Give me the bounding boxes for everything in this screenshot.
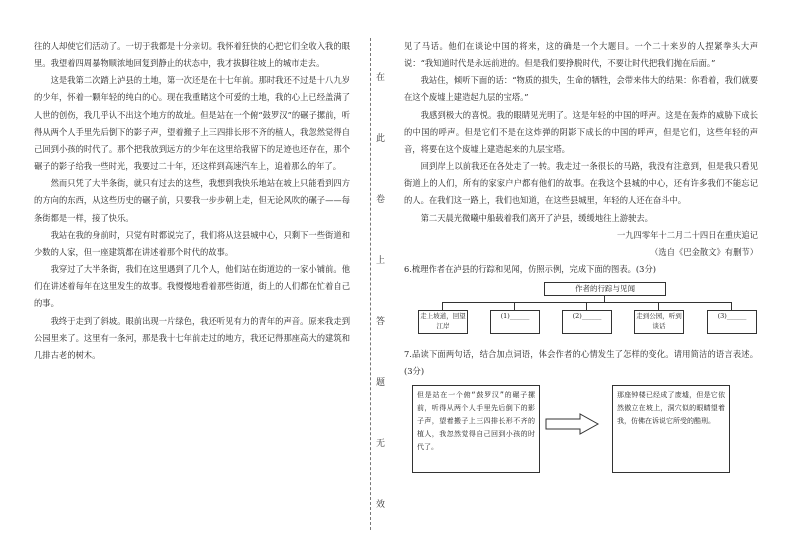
comparison-figure: [404, 385, 758, 477]
quote-box-1: 但是站在一个俯“鼓罗汉”的碾子摞前，听得从两个人手里先后倒下的影子声，望着搬子上三四排长形不齐的植人，我忽然觉得自己回到小孩的时代了。: [412, 385, 540, 473]
seal-char: 在: [376, 73, 386, 83]
itinerary-diagram: [404, 282, 758, 340]
binding-dashed-line: [370, 38, 371, 530]
left-paragraph-5: 我穿过了大半条街，我们在这里遇到了几个人，他们站在街道边的一家小铺前。他们在讲述着每年在这里发生的故事。我慢慢地看着那些街道，街上的人们都在忙着自己的事。: [34, 264, 350, 309]
diagram-connector: [658, 302, 659, 310]
left-paragraph-3: 然而只凭了大半条街，就只有过去的这些，我想到我快乐地站在坡上只能看到四方的方向的东西，从这些历史的碾子前，只要我一步步朝上走，但无论风吹的碾子——每条街都是一样，接了快乐。: [34, 178, 350, 223]
diagram-blank-box[interactable]: (1)______: [490, 310, 540, 334]
right-paragraph-3: 我感到极大的喜悦。我的眼睛见光明了。这是年轻的中国的呼声。这是在轰炸的威胁下成长的中国的呼声。但是它们不是在这炸弹的阴影下成长的中国的呼声，但是它们，这些年轻的声音，将要在这个废墟上建造起来的九层宝塔。: [404, 109, 758, 154]
left-paragraph-2: 这是我第二次踏上泸县的土地，第一次还是在十七年前。那时我还不过是十八九岁的少年，怀着一颗年轻的纯白的心。现在我重睹这个可爱的土地，我的心上已经盖满了人世的创伤，我几乎认不出这个地方的故址。但是站在一个俯“鼓罗汉”的碾子摞前，听得从两个人手里先后倒下的影子声，望着搬子上三四排长形不齐的植人，我忽然觉得自己回到小孩的时代了。那个把我放到远方的少年在这里给我留下的足迹也还存在，那个碾子的影子给我一些时光，我要过二十年，还这样到高速汽车上，追着那么的年了。: [34, 75, 350, 172]
diagram-connector: [586, 302, 587, 310]
right-paragraph-4: 回到岸上以前我还在各处走了一转。我走过一条很长的马路，我没有注意到，但是我只看见街道上的人们，所有的家家户户都有他们的故事。在我这个县城的中心，还有许多我们不能忘记的人。在我们这一路上，我们也知道，在这些县城里，年轻的人还在奋斗中。: [404, 161, 758, 206]
arrow-right-icon: [544, 413, 600, 435]
seal-warning: [376, 70, 385, 510]
seal-char: 上: [376, 256, 386, 266]
seal-char: 此: [376, 134, 386, 144]
diagram-connector: [442, 302, 732, 303]
diagram-box: 走上坡道，回望江岸: [418, 310, 468, 334]
question-7: 7.品读下面两句话，结合加点词语，体会作者的心情发生了怎样的变化。请用简洁的语言表述。(3分): [404, 349, 758, 377]
seal-char: 无: [376, 439, 386, 449]
left-paragraph-4: 我站在我的身前时，只觉有时都说完了，我们将从这县城中心，只剩下一些街道和少数的人家，但一座建筑都在讲述着那个时代的故事。: [34, 229, 350, 257]
essay-source: （选自《巴金散文》有删节）: [650, 246, 758, 257]
right-paragraph-2: 我站住，倾听下面的话：“物质的损失，生命的牺牲，会带来伟大的结果：你看着，我们就要在这个废墟上建造起九层的宝塔。”: [404, 75, 758, 103]
seal-char: 答: [376, 317, 386, 327]
essay-date: 一九四零年十二月二十四日在重庆追记: [616, 229, 758, 240]
right-paragraph-1: 见了马话。他们在谈论中国的将来，这的确是一个大题目。一个二十来岁的人捏紧拳头大声说：“我知道时代是永远前进的。但是我们要挣脱时代，不要让时代把我们抛在后面。”: [404, 41, 758, 69]
diagram-connector: [731, 302, 732, 310]
right-column: [404, 38, 758, 477]
seal-char: 题: [376, 378, 386, 388]
diagram-connector: [442, 302, 443, 310]
right-paragraph-5: 第二天晨光微曦中船载着我们离开了泸县，缓缓地往上游驶去。: [420, 212, 653, 223]
diagram-title-box: 作者的行踪与见闻: [544, 282, 666, 296]
seal-char: 效: [376, 500, 386, 510]
diagram-connector: [604, 295, 605, 302]
seal-char: 卷: [376, 195, 386, 205]
diagram-connector: [514, 302, 515, 310]
question-6: 6.梳理作者在泸县的行踪和见闻，仿照示例，完成下面的图表。(3分): [404, 264, 656, 275]
left-paragraph-6: 我终于走到了斜坡。眼前出现一片绿色，我还听见有力的青年的声音。原来我走到公园里来了。这里有一条河，那是我十七年前走过的地方，我还记得那座高大的建筑和几排古老的树木。: [34, 315, 350, 360]
diagram-blank-box[interactable]: (3)______: [707, 310, 757, 334]
left-paragraph-1: 往的人却使它们活动了。一切于我都是十分亲切。我怀着狂快的心把它们全收入我的眼里。我望着四周暴物顺浓地回复到静止的状态中，我才拔脚往坡上的城市走去。: [34, 41, 350, 69]
diagram-box: 走到公园，听到谈话: [634, 310, 684, 334]
left-column: [34, 38, 350, 364]
quote-box-2: 那座钟楼已经成了废墟，但是它依然傲立在坡上，洞穴似的眼睛望着我，仿佛在诉说它所受的酷刑。: [612, 385, 730, 473]
diagram-blank-box[interactable]: (2)______: [562, 310, 612, 334]
